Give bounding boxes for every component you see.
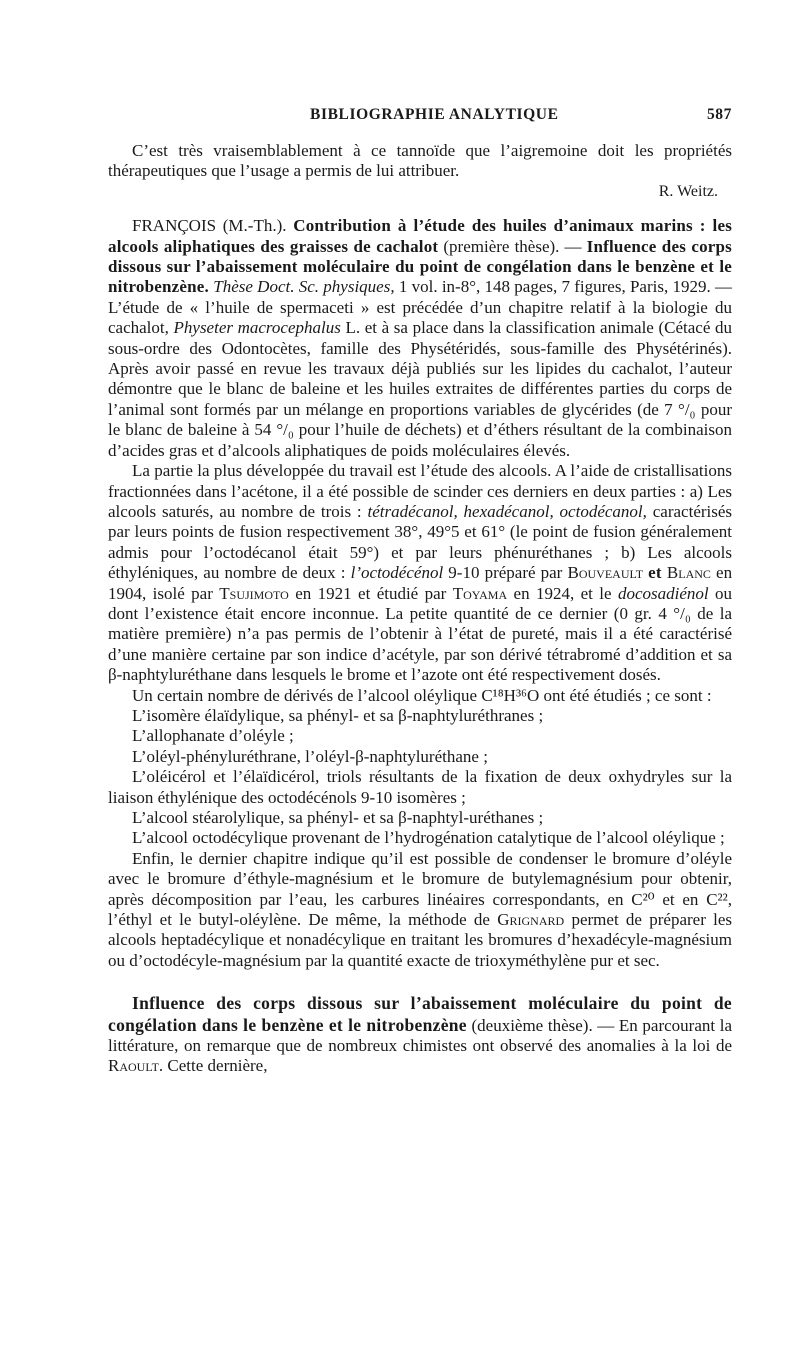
list-item: L’allophanate d’oléyle ;: [132, 726, 294, 746]
entry-paragraph: [108, 216, 732, 461]
spacer: [108, 202, 732, 216]
second-thesis-heading: Influence des corps dissous sur l’abaissement moléculaire du point de congélation dans le benzène et le nitrobenzène: [108, 993, 732, 1035]
alcohols-text-3: 9-10 préparé par: [448, 563, 563, 583]
author-bouveault: Bouveault: [567, 563, 644, 583]
page-number: 587: [706, 106, 732, 123]
list-item: L’oléicérol et l’élaïdicérol, triols résultants de la fixation de deux oxhydryles sur la liaison éthylénique des octodécénols 9-10 isomères ;: [108, 767, 732, 807]
entry-thesis-note: (première thèse). —: [443, 236, 582, 256]
list-item: L’isomère élaïdylique, sa phényl- et sa β-naphtyluréthranes ;: [132, 705, 544, 725]
second-thesis-paragraph: [108, 993, 732, 1077]
docosadienol: docosadiénol: [617, 583, 709, 603]
derivatives-list: [108, 706, 732, 849]
author-grignard: Grignard: [497, 910, 565, 930]
reviewer-signature: R. Weitz.: [658, 182, 718, 200]
entry-title-first-thesis: Contribution à l’étude des huiles d’animaux marins : les alcools aliphatiques des graisses de cachalot: [108, 216, 733, 256]
author-raoult: Raoult: [108, 1056, 159, 1076]
conjunction-et: et: [648, 563, 662, 583]
species-name: Physeter macrocephalus: [173, 318, 341, 338]
alcohols-text-6: en 1924, et le: [513, 583, 612, 603]
alcohols-text-4: en 1904, isolé par: [108, 563, 733, 603]
list-item: L’alcool octodécylique provenant de l’hydrogénation catalytique de l’alcool oléylique ;: [132, 828, 725, 848]
entry-author: FRANÇOIS (M.-Th.).: [132, 216, 287, 236]
body-text: [108, 141, 732, 1077]
octodecenol: l’octodécénol: [350, 563, 444, 583]
alcohols-text-5: en 1921 et étudié par: [295, 583, 447, 603]
derivatives-paragraph: Un certain nombre de dérivés de l’alcool oléylique C¹⁸H³⁶O ont été étudiés ; ce sont :: [132, 685, 712, 705]
second-thesis-text-a: (deuxième thèse). — En parcourant la littérature, on remarque que de nombreux chimistes ont observé des anomalies à la loi de: [108, 1015, 733, 1056]
entry-source-italic: Thèse Doct. Sc. physiques,: [213, 277, 395, 297]
author-blanc: Blanc: [666, 563, 711, 583]
spacer: [108, 971, 732, 993]
saturated-alcohols: tétradécanol, hexadécanol, octodécanol,: [367, 501, 647, 521]
entry-summary-a: — L’étude de « l’huile de spermaceti » est précédée d’un chapitre relatif à la biologie du cachalot,: [108, 277, 732, 338]
running-head: [108, 106, 732, 130]
running-head-title: BIBLIOGRAPHIE ANALYTIQUE: [310, 106, 559, 123]
final-chapter-text-a: Enfin, le dernier chapitre indique qu’il est possible de condenser le bromure d’oléyle avec le bromure d’éthyle-magnésium et le bromure de butylemagnésium pour obtenir, après décomposition par l’eau, les carbures linéaires correspondants, en C²⁰ et en C²², l’éthyl et le butyl-oléylène. De même, la méthode de: [108, 848, 732, 930]
author-toyama: Toyama: [452, 583, 508, 603]
alcohols-paragraph: [108, 461, 732, 685]
entry-source: 1 vol. in-8°, 148 pages, 7 figures, Paris, 1929.: [398, 277, 711, 297]
final-chapter-text-b: permet de préparer les alcools heptadécylique et nonadécylique en traitant les bromures d’hexadécyle-magnésium ou d’octodécyle-magnésium par la quantité exacte de trioxyméthylène pur et sec.: [108, 910, 733, 970]
alcohols-text-7: dont l’existence était encore inconnue. La petite quantité de ce dernier (0 gr. 4 °/₀ de la matière première) n’a pas permis de l’obtenir à l’état de pureté, mais il a été caractérisé d’une manière certaine par son indice d’acétyle, par son dérivé tétrabromé d’addition et sa β-naphtyluréthane dans lesquels le brome et l’azote ont été respectivement dosés.: [108, 603, 732, 685]
alcohols-text-1: La partie la plus développée du travail est l’étude des alcools. A l’aide de cristallisations fractionnées dans l’acétone, il a été possible de scinder ces derniers en deux parties : a) Les alcools saturés, au nombre de trois :: [108, 461, 732, 521]
author-tsujimoto: Tsujimoto: [219, 583, 289, 603]
alcohols-ou: ou: [715, 583, 733, 603]
entry-summary-b: L. et à sa place dans la classification animale (Cétacé du sous-ordre des Odontocètes, famille des Physétéridés, sous-famille des Physétérinés). Après avoir passé en revue les travaux déjà publiés sur les lipides du cachalot, l’auteur démontre que le blanc de baleine et les huiles extraites de différentes parties du corps de l’animal sont formés par un mélange en proportions variables de glycérides (de 7 °/₀ pour le blanc de baleine à 54 °/₀ pour l’huile de déchets) et d’éthers résultant de la combinaison d’acides gras et d’alcools aliphatiques de poids moléculaires élevés.: [108, 318, 732, 460]
entry-title-second-thesis: Influence des corps dissous sur l’abaissement moléculaire du point de congélation dans le benzène et le nitrobenzène.: [108, 236, 732, 297]
alcohols-text-2: caractérisés par leurs points de fusion respectivement 38°, 49°5 et 61° (le point de fusion généralement admis pour l’octodécanol était 59°) et par leurs phénuréthanes ; b) Les alcools éthyléniques, au nombre de deux :: [108, 501, 733, 583]
list-item: L’alcool stéarolylique, sa phényl- et sa β-naphtyl-uréthanes ;: [132, 808, 544, 827]
final-chapter-paragraph: [108, 849, 732, 971]
second-thesis-text-b: . Cette dernière,: [158, 1056, 268, 1076]
intro-paragraph: C’est très vraisemblablement à ce tannoïde que l’aigremoine doit les propriétés thérapeutiques que l’usage a permis de lui attribuer.: [108, 141, 732, 181]
list-item: L’oléyl-phényluréthrane, l’oléyl-β-naphtyluréthane ;: [132, 746, 488, 766]
